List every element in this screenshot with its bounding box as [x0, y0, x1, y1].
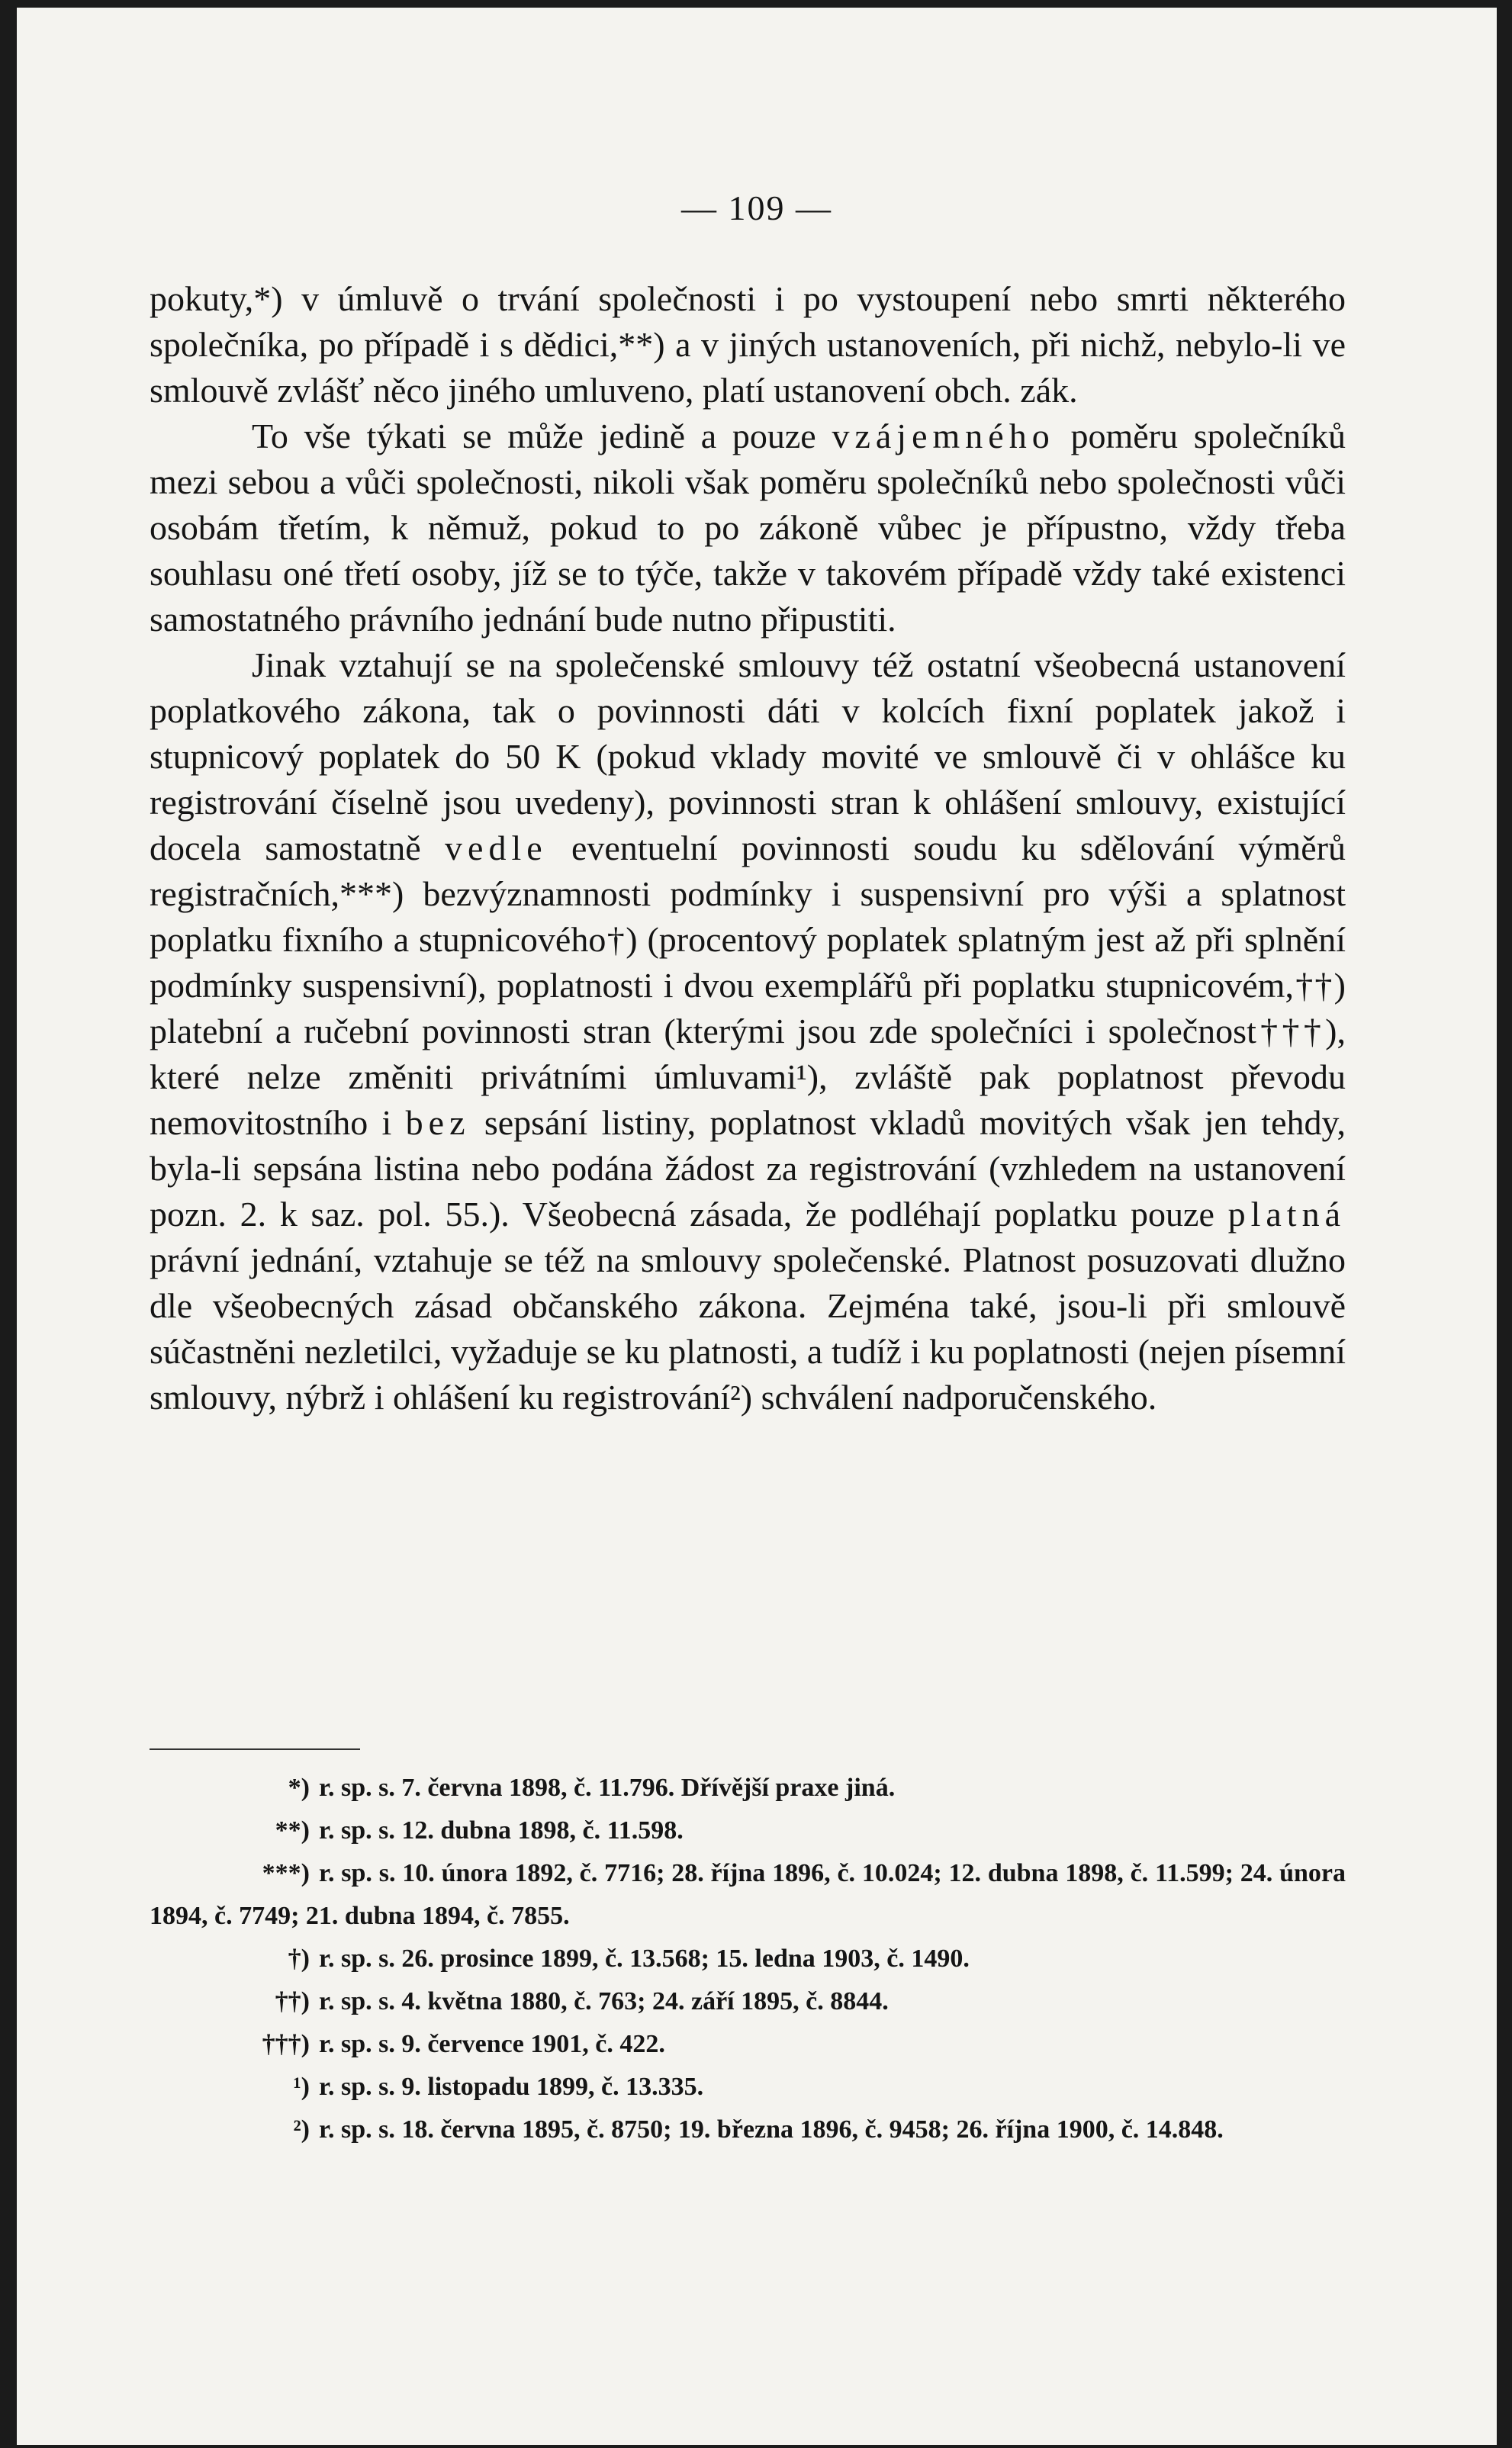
footnote-mark: **) — [275, 1816, 310, 1845]
page-number: — 109 — — [681, 188, 832, 227]
footnote — [150, 1938, 1346, 1980]
spaced-word-bez: bez — [405, 1103, 471, 1142]
paragraph-2-text-c: poměru společníků mezi sebou a vůči společnosti, nikoli však poměru společníků nebo společnosti vůči osobám třetím, k němuž, pokud to po zákoně vůbec je přípustno, vždy třeba souhlasu oné třetí osoby, jíž se to týče, takže v takovém případě vždy také existenci samostatného právního jednání bude nutno připustiti. — [150, 417, 1346, 639]
footnote-mark: ²) — [293, 2115, 310, 2144]
footnote-text: r. sp. s. 9. listopadu 1899, č. 13.335. — [319, 2073, 704, 2101]
footnote — [150, 2109, 1346, 2151]
footnote-text: r. sp. s. 18. června 1895, č. 8750; 19. března 1896, č. 9458; 26. října 1900, č. 14.848. — [319, 2115, 1224, 2144]
body-text — [150, 276, 1346, 1420]
footnote — [150, 2066, 1346, 2109]
footnote — [150, 2023, 1346, 2066]
footnote-text: r. sp. s. 12. dubna 1898, č. 11.598. — [319, 1816, 684, 1845]
spaced-word-vzajemneho: vzájemného — [832, 417, 1055, 455]
footnote-mark: †††) — [262, 2030, 310, 2058]
paragraph-3-text-g: právní jednání, vztahuje se též na smlouvy společenské. Platnost posuzovati dlužno dle všeobecných zásad občanského zákona. Zejména také, jsou-li při smlouvě súčastněni nezletilci, vyžaduje se ku platnosti, a tudíž i ku poplatnosti (nejen písemní smlouvy, nýbrž i ohlášení ku registrování²) schválení nadporučenského. — [150, 1240, 1346, 1417]
footnote-divider — [150, 1748, 360, 1750]
footnote — [150, 1852, 1346, 1938]
spaced-word-platna: platná — [1227, 1195, 1346, 1234]
footnote-text: r. sp. s. 9. července 1901, č. 422. — [319, 2030, 665, 2058]
footnote-mark: ††) — [275, 1987, 310, 2015]
footnote-mark: †) — [288, 1945, 310, 1973]
footnote-text: r. sp. s. 10. února 1892, č. 7716; 28. října 1896, č. 10.024; 12. dubna 1898, č. 11.599; 24. února 1894, č. 7749; 21. dubna 1894, č. 7855. — [150, 1859, 1346, 1930]
paragraph-3 — [150, 642, 1346, 1420]
footnote — [150, 1809, 1346, 1852]
footnote-text: r. sp. s. 26. prosince 1899, č. 13.568; 15. ledna 1903, č. 1490. — [319, 1945, 970, 1973]
paragraph-3-text-a: Jinak vztahují se na společenské smlouvy též ostatní všeobecná ustanovení poplatkového zákona, tak o povinnosti dáti v kolcích fixní poplatek jakož i stupnicový poplatek do 50 K (pokud vklady movité ve smlouvě či v ohlášce ku registrování číselně jsou uvedeny), povinnosti stran k ohlášení smlouvy, existující docela samostatně — [150, 645, 1346, 867]
paragraph-2 — [150, 413, 1346, 642]
footnotes — [150, 1767, 1346, 2151]
footnote-mark: ***) — [262, 1859, 310, 1887]
paragraph-1: pokuty,*) v úmluvě o trvání společnosti i po vystoupení nebo smrti některého společníka, po případě i s dědici,**) a v jiných ustanoveních, při nichž, nebylo-li ve smlouvě zvlášť něco jiného umluveno, platí ustanovení obch. zák. — [150, 279, 1346, 410]
footnote — [150, 1980, 1346, 2023]
footnote — [150, 1767, 1346, 1809]
footnote-text: r. sp. s. 4. května 1880, č. 763; 24. září 1895, č. 8844. — [319, 1987, 889, 2015]
footnote-mark: *) — [288, 1774, 310, 1802]
footnote-mark: ¹) — [293, 2073, 310, 2101]
paragraph-3-text-c: eventuelní povinnosti soudu ku sdělování výměrů registračních,***) bezvýznamnosti podmínky i suspensivní pro výši a splatnost poplatku fixního a stupnicového†) (procentový poplatek splatným jest až při splnění podmínky suspensivní), poplatnosti i dvou exemplářů při poplatku stupnicovém,††) platební a ručební povinnosti stran (kterými jsou zde společníci i společnost†††), které nelze změniti privátními úmluvami¹), zvláště pak poplatnost převodu nemovitostního i — [150, 828, 1346, 1142]
scanned-page — [17, 8, 1497, 2445]
spaced-word-vedle: vedle — [445, 828, 548, 867]
footnote-text: r. sp. s. 7. června 1898, č. 11.796. Dřívější praxe jiná. — [319, 1774, 896, 1802]
paragraph-2-text-a: To vše týkati se může jedině a pouze — [252, 417, 832, 455]
paragraph-3-text-e: sepsání listiny, poplatnost vkladů movitých však jen tehdy, byla-li sepsána listina nebo podána žádost za registrování (vzhledem na ustanovení pozn. 2. k saz. pol. 55.). Všeobecná zásada, že podléhají poplatku pouze — [150, 1103, 1346, 1234]
